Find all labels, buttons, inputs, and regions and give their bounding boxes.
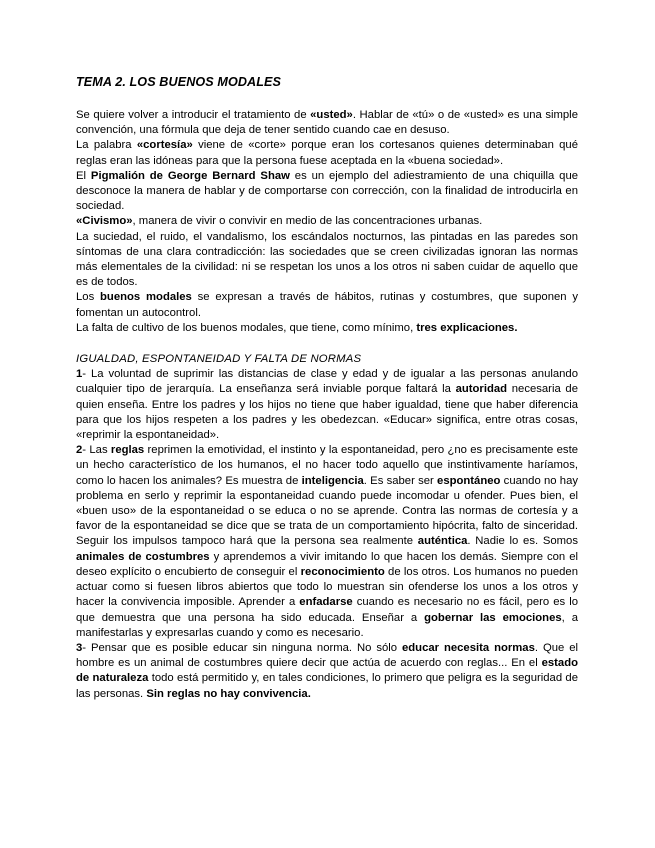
- section-heading: IGUALDAD, ESPONTANEIDAD Y FALTA DE NORMAS: [76, 353, 362, 366]
- text-run: viene de «corte» porque eran los cortesanos quienes determinaban qué reglas eran las idóneas para que la persona fuese aceptada en la «buena sociedad».: [76, 139, 578, 167]
- bold-text: espontáneo: [437, 474, 501, 487]
- bold-text: buenos modales: [100, 291, 192, 304]
- intro-paragraph: [76, 230, 578, 291]
- intro-paragraph: [76, 169, 578, 215]
- bold-text: reglas: [110, 444, 145, 457]
- bold-text: Pigmalión de George Bernard Shaw: [90, 169, 290, 182]
- text-run: Se quiere volver a introducir el tratamiento de: [76, 109, 311, 121]
- text-run: . Que el hombre es un animal de costumbres quiere decir que actúa de acuerdo con reglas... En el: [76, 641, 578, 670]
- text-run: es un ejemplo del adiestramiento de una chiquilla que desconoce la manera de hablar y de comportarse con corrección, con la finalidad de introducirla en sociedad.: [76, 169, 579, 213]
- bold-text: «Civismo»: [76, 215, 133, 228]
- bold-text: «cortesía»: [136, 139, 193, 152]
- text-run: necesaria de quien enseña. Entre los padres y los hijos no tiene que haber igualdad, tiene que haber diferencia para que los hijos respeten a los padres y les obedezcan. «Educar» significa, entre otras cosas, «reprimir la espontaneidad».: [76, 383, 578, 442]
- text-run: . Nadie lo es. Somos: [467, 535, 578, 548]
- text-run: - Las: [82, 444, 111, 457]
- text-run: Los: [76, 291, 101, 304]
- bold-text: educar necesita normas: [401, 641, 535, 654]
- text-run: - Pensar que es posible educar sin ninguna norma. No sólo: [82, 641, 402, 654]
- intro-paragraph: [76, 290, 578, 320]
- section-paragraph: [76, 443, 578, 641]
- text-run: de los otros. Los humanos no pueden actuar como si fuesen libros abiertos que todo lo muestran sin ofenderse los unos a los otros y hacer la convivencia imposible. Aprender a: [76, 565, 578, 609]
- bold-text: Sin reglas no hay convivencia.: [146, 687, 311, 700]
- text-run: cuando es necesario no es fácil, pero es lo que demuestra que una persona ha sido educada. Enseñar a: [76, 596, 578, 624]
- text-run: cuando no hay problema en serlo y reprimir la espontaneidad cuando puede incomodar u ofender. Pues bien, el «buen uso» de la espontaneidad o se educa o no se aprende. Contra las normas de cortesía y a favor de la espontaneidad se dice que se trata de un comportamiento hipócrita, falto de sinceridad. Seguir los impulsos tampoco hará que la persona sea realmente: [76, 474, 579, 548]
- section-spacer: [76, 336, 578, 352]
- text-run: , a manifestarlas y expresarlas cuando y como es necesario.: [76, 611, 579, 639]
- document-title: TEMA 2. LOS BUENOS MODALES: [76, 75, 282, 89]
- intro-section: [76, 108, 578, 336]
- text-run: . Es saber ser: [363, 474, 438, 487]
- text-run: se expresan a través de hábitos, rutinas y costumbres, que suponen y fomentan un autocontrol.: [76, 291, 579, 319]
- text-run: , manera de vivir o convivir en medio de las concentraciones urbanas.: [132, 215, 483, 228]
- bold-text: 1: [76, 368, 83, 381]
- bold-text: autoridad: [455, 383, 508, 396]
- text-run: La palabra: [76, 139, 137, 152]
- text-run: . Hablar de «tú» o de «usted» es una simple convención, una fórmula que deja de tener sentido cuando cae en desuso.: [76, 109, 578, 137]
- bold-text: reconocimiento: [300, 565, 385, 578]
- text-run: reprimen la emotividad, el instinto y la espontaneidad, pero ¿no es precisamente este un hecho característico de los humanos, el no hacer todo aquello que instintivamente haríamos, como lo hacen los animales? Es muestra de: [76, 444, 578, 487]
- text-run: - La voluntad de suprimir las distancias de clase y edad y de igualar a las personas anulando cualquier tipo de jerarquía. La enseñanza será inviable porque faltará la: [76, 368, 578, 396]
- section-paragraph: [76, 367, 578, 443]
- intro-paragraph: [76, 214, 578, 229]
- text-run: El: [76, 169, 91, 182]
- bold-text: inteligencia: [301, 474, 364, 487]
- bold-text: «usted»: [310, 109, 353, 121]
- bold-text: auténtica: [417, 535, 468, 548]
- text-run: La suciedad, el ruido, el vandalismo, los escándalos nocturnos, las pintadas en las paredes son síntomas de una clara contradicción: las sociedades que se creen civilizadas ignoran las normas más elementales de la civilidad: ni se respetan los unos a los otros ni saben cuidar de aquello que es de todos.: [76, 230, 578, 289]
- intro-paragraph: [76, 321, 578, 336]
- text-run: y aprendemos a vivir imitando lo que hacen los demás. Siempre con el deseo explícito o encubierto de conseguir el: [76, 550, 579, 578]
- intro-paragraph: [76, 138, 578, 168]
- bold-text: tres explicaciones.: [416, 321, 518, 334]
- section-paragraph: [76, 641, 578, 702]
- bold-text: animales de costumbres: [76, 550, 210, 563]
- bold-text: estado de naturaleza: [76, 657, 578, 685]
- bold-text: 2: [76, 444, 83, 457]
- bold-text: enfadarse: [299, 596, 353, 609]
- text-run: La falta de cultivo de los buenos modales, que tiene, como mínimo,: [76, 321, 417, 334]
- bold-text: gobernar las emociones: [424, 611, 562, 624]
- intro-paragraph: [76, 108, 578, 138]
- section-body: [76, 367, 578, 701]
- document-page: [76, 74, 578, 702]
- bold-text: 3: [76, 641, 83, 654]
- text-run: todo está permitido y, en tales condiciones, lo primero que peligra es la seguridad de las personas.: [76, 672, 578, 700]
